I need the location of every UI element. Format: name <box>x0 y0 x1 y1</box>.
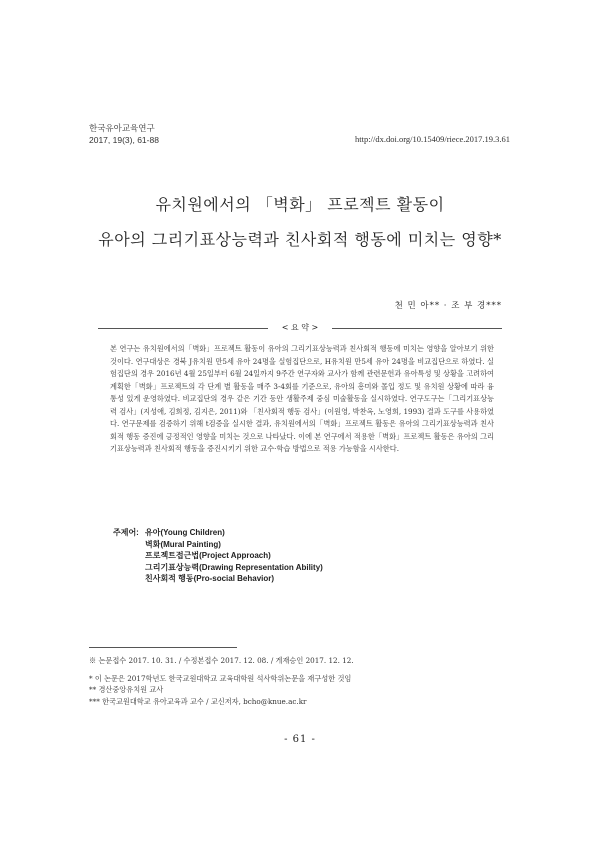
footnote-received: ※ 논문접수 2017. 10. 31. / 수정본접수 2017. 12. 08. / 게재승인 2017. 12. 12. <box>89 656 354 665</box>
footnote-item: ** 경산중앙유치원 교사 <box>89 685 164 694</box>
page-number: - 61 - <box>284 734 316 745</box>
keyword-item: 벽화(Mural Painting) <box>145 539 221 549</box>
paper-title-line2: 유아의 그리기표상능력과 친사회적 행동에 미치는 영향* <box>98 230 502 249</box>
keyword-item: 그리기표상능력(Drawing Representation Ability) <box>145 562 323 572</box>
journal-info <box>89 122 159 146</box>
keyword-item: 친사회적 행동(Pro-social Behavior) <box>145 574 275 583</box>
footnote-item: *** 한국교원대학교 유아교육과 교수 / 교신저자, bcho@knue.ac.kr <box>89 696 307 706</box>
authors: 천 민 아** · 조 부 경*** <box>394 301 502 311</box>
doi-link[interactable]: http://dx.doi.org/10.15409/riece.2017.19.3.61 <box>355 134 510 144</box>
abstract-rule-right <box>332 328 502 329</box>
abstract-heading-label: < 요 약 > <box>281 323 319 332</box>
keyword-item: 프로젝트접근법(Project Approach) <box>145 551 271 560</box>
keywords-label: 주제어: <box>113 528 139 537</box>
keyword-item: 유아(Young Children) <box>145 528 225 537</box>
footnote-divider <box>89 647 237 648</box>
journal-volume: 2017, 19(3), 61-88 <box>89 135 159 145</box>
footnotes <box>89 655 354 707</box>
journal-name: 한국유아교육연구 <box>89 123 155 133</box>
abstract-body: 본 연구는 유치원에서의「벽화」프로젝트 활동이 유아의 그리기표상능력과 친사회적 행동에 미치는 영향을 알아보기 위한 것이다. 연구대상은 경북 J유치원 만5세 유아 24명을 실험집단으로, H유치원 만5세 유아 24명을 비교집단으로 하였다. 실험집단의 경우 2016년 4월 25일부터 6월 24일까지 9주간 연구자와 교사가 함께 관련문헌과 유아특성 및 상황을 고려하여 계획한「벽화」프로젝트의 각 단계 별 활동을 매주 3-4회를 기준으로, 유아의 흥미와 몰입 정도 및 유치원 상황에 따라 융통성 있게 운영하였다. 비교집단의 경우 같은 기간 동안 생활주제 중심 미술활동을 실시하였다. 연구도구는「그리기표상능력 검사」(지성애, 김희정, 김지은, 2011)와 「친사회적 행동 검사」(이원영, 박찬옥, 노영희, 1993) 결과 도구를 사용하였다. 연구문제를 검증하기 위해 t검증을 실시한 결과, 유치원에서의「벽화」프로젝트 활동은 유아의 그리기표상능력과 친사회적 행동 증진에 긍정적인 영향을 미치는 것으로 나타났다. 이에 본 연구에서 적용한「벽화」프로젝트 활동은 유아의 그리기표상능력과 친사회적 행동을 증진시키기 위한 교수·학습 방법으로 적용 가능함을 시사한다. <box>110 344 494 454</box>
keywords-list <box>145 527 323 585</box>
paper-title-line1: 유치원에서의 「벽화」 프로젝트 활동이 <box>155 195 445 214</box>
footnote-item: * 이 논문은 2017학년도 한국교원대학교 교육대학원 석사학위논문을 재구성한 것임 <box>89 673 352 683</box>
abstract-heading <box>98 322 502 334</box>
